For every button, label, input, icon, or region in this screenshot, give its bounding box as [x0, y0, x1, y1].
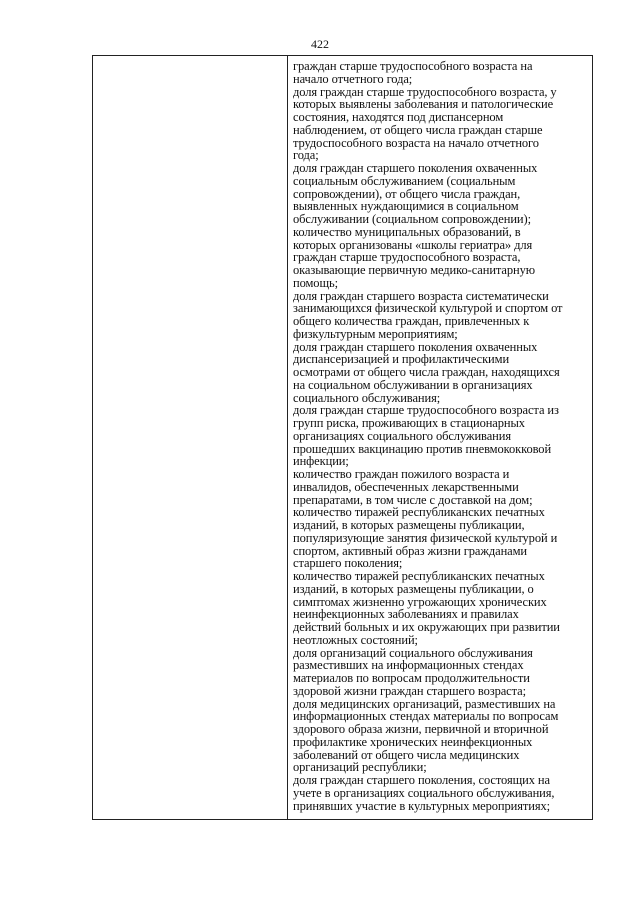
- document-table: [92, 55, 593, 820]
- indicator-text-line: сопровождении), от общего числа граждан,: [293, 186, 521, 201]
- indicator-text-line: здоровой жизни граждан старшего возраста;: [293, 683, 526, 698]
- indicator-text-line: начало отчетного года;: [293, 71, 413, 86]
- indicator-text-line: доля граждан старшего поколения охваченных: [293, 161, 538, 175]
- indicator-text-line: наблюдением, от общего числа граждан старше: [293, 122, 543, 137]
- indicator-text-line: здорового образа жизни, первичной и вторичной: [293, 722, 549, 736]
- indicator-text-line: материалов по вопросам продолжительности: [293, 671, 530, 685]
- indicator-text-line: количество тиражей республиканских печатных: [293, 569, 545, 583]
- indicator-text-line: доля медицинских организаций, разместивших на: [293, 696, 556, 711]
- indicator-text-line: выявленных нуждающимися в социальном: [293, 199, 519, 214]
- indicator-text-line: учете в организациях социального обслуживания,: [293, 785, 555, 800]
- indicator-text-line: симптомах жизненно угрожающих хронических: [293, 594, 547, 609]
- table-cell-indicators: [293, 60, 589, 812]
- indicator-text-line: количество граждан пожилого возраста и: [293, 467, 510, 481]
- indicator-text-line: доля граждан старшего поколения охваченных: [293, 339, 538, 354]
- indicator-text-line: изданий, в которых размещены публикации, о: [293, 581, 534, 596]
- indicator-text-line: года;: [293, 148, 319, 163]
- indicator-text-line: информационных стендах материалы по вопросам: [293, 709, 559, 724]
- indicator-text-line: трудоспособного возраста на начало отчетного: [293, 135, 539, 150]
- indicator-text-line: физкультурным мероприятиям;: [293, 326, 458, 341]
- indicator-text-line: популяризующие занятия физической культурой и: [293, 530, 558, 545]
- indicator-text-line: инвалидов, обеспеченных лекарственными: [293, 479, 519, 494]
- indicator-text-line: состояния, находятся под диспансерном: [293, 110, 504, 124]
- indicator-text-line: разместивших на информационных стендах: [293, 658, 524, 673]
- indicator-text-line: доля граждан старшего поколения, состоящих на: [293, 773, 550, 787]
- indicator-text-line: прошедших вакцинацию против пневмококковой: [293, 441, 552, 456]
- indicator-text-line: помощь;: [293, 275, 338, 290]
- indicator-text-line: изданий, в которых размещены публикации,: [293, 518, 525, 532]
- indicator-text-line: доля граждан старше трудоспособного возраста, у: [293, 84, 557, 99]
- indicator-text-line: заболеваний от общего числа медицинских: [293, 747, 520, 762]
- indicator-text-line: социального обслуживания;: [293, 390, 441, 405]
- indicator-text-line: на социальном обслуживании в организациях: [293, 377, 533, 392]
- indicator-text-line: граждан старше трудоспособного возраста на: [293, 59, 533, 73]
- indicator-text-line: действий больных и их окружающих при развитии: [293, 620, 560, 634]
- indicator-text-line: инфекции;: [293, 454, 349, 469]
- column-divider: [287, 56, 288, 819]
- table-cell-left-empty: [93, 56, 287, 819]
- indicator-text-line: обслуживании (социальном сопровождении);: [293, 212, 531, 226]
- indicator-text-line: групп риска, проживающих в стационарных: [293, 416, 525, 430]
- indicator-text-line: общего количества граждан, привлеченных к: [293, 314, 530, 328]
- indicator-text-line: оказывающие первичную медико-санитарную: [293, 263, 536, 277]
- indicator-text-line: количество муниципальных образований, в: [293, 224, 521, 239]
- indicator-text-line: спортом, активный образ жизни гражданами: [293, 543, 528, 558]
- indicator-text-line: доля граждан старшего возраста систематически: [293, 288, 549, 303]
- indicator-text-line: старшего поколения;: [293, 556, 403, 571]
- indicator-text-line: занимающихся физической культурой и спортом от: [293, 301, 563, 316]
- indicator-text-line: социальным обслуживанием (социальным: [293, 173, 516, 188]
- indicator-text-line: которых организованы «школы гериатра» для: [293, 237, 533, 252]
- indicator-text-line: организаций республики;: [293, 760, 427, 775]
- page-number: 422: [311, 37, 329, 51]
- indicator-text-line: граждан старше трудоспособного возраста,: [293, 250, 521, 265]
- indicator-text-line: осмотрами от общего числа граждан, находящихся: [293, 365, 560, 379]
- indicator-text-line: доля граждан старше трудоспособного возраста из: [293, 403, 559, 418]
- indicator-text-line: количество тиражей республиканских печатных: [293, 505, 545, 520]
- indicator-text-line: доля организаций социального обслуживания: [293, 645, 533, 660]
- indicator-text-line: диспансеризацией и профилактическими: [293, 352, 510, 367]
- indicator-text-line: принявших участие в культурных мероприятиях;: [293, 798, 551, 813]
- indicator-text-line: которых выявлены заболевания и патологические: [293, 97, 554, 112]
- indicator-text-line: организациях социального обслуживания: [293, 428, 511, 443]
- indicator-text-line: неинфекционных заболеваниях и правилах: [293, 607, 519, 622]
- indicator-text-line: неотложных состояний;: [293, 632, 418, 647]
- indicator-text-line: профилактике хронических неинфекционных: [293, 734, 533, 749]
- indicator-text-line: препаратами, в том числе с доставкой на дом;: [293, 492, 533, 507]
